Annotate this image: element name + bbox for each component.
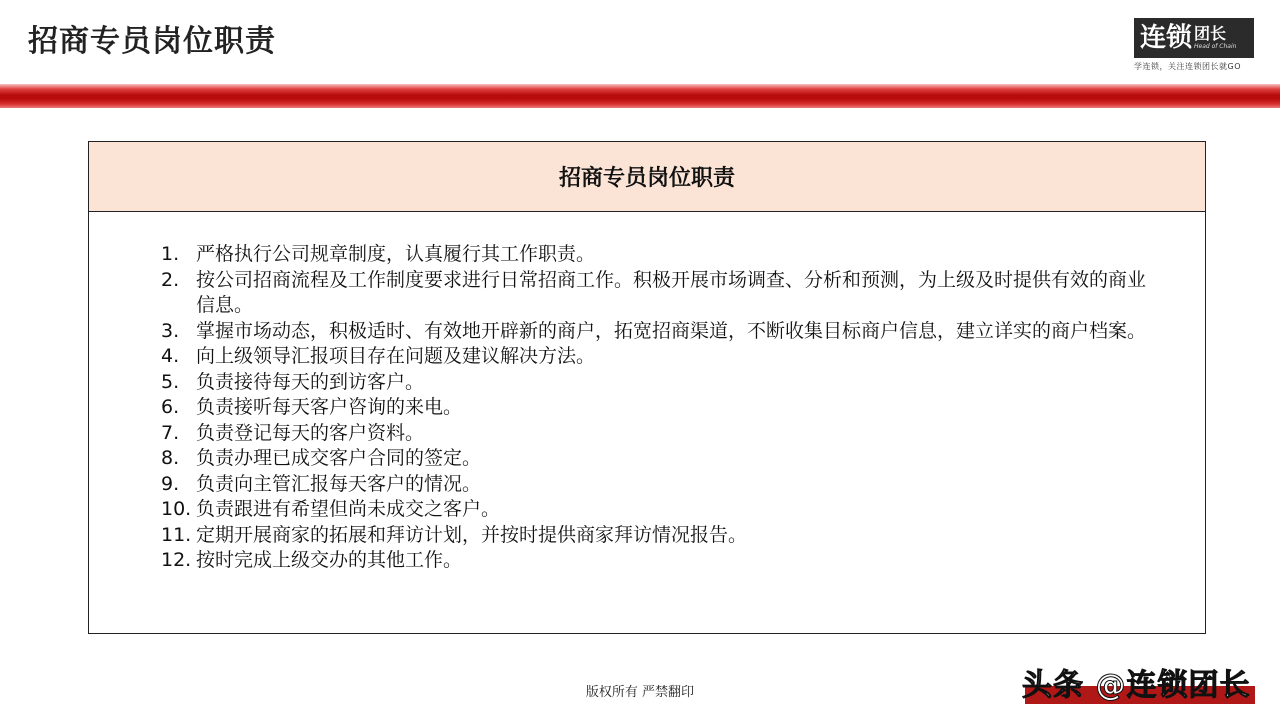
list-item: [161, 421, 1161, 447]
list-item-text: 负责登记每天的客户资料。: [196, 421, 425, 444]
list-item-number: 8.: [161, 447, 180, 469]
list-item-number: 5.: [161, 370, 180, 393]
list-item: [161, 497, 1161, 523]
list-item: [161, 268, 1161, 319]
list-item-text: 负责跟进有希望但尚未成交之客户。: [196, 498, 501, 520]
duties-card: [88, 141, 1206, 634]
list-item-number: 12.: [161, 549, 192, 571]
list-item-number: 3.: [161, 319, 180, 342]
list-item-text: 按公司招商流程及工作制度要求进行日常招商工作。积极开展市场调查、分析和预测，为上级及时提供有效的商业信息。: [196, 268, 1147, 316]
list-item-text: 负责接待每天的到访客户。: [196, 370, 425, 393]
list-item-number: 10.: [161, 498, 192, 520]
list-item-text: 严格执行公司规章制度，认真履行其工作职责。: [196, 243, 596, 265]
list-item-text: 负责办理已成交客户合同的签定。: [196, 447, 482, 469]
list-item: [161, 242, 1161, 268]
copyright-text: 版权所有 严禁翻印: [585, 685, 695, 700]
list-item: [161, 548, 1161, 574]
logo-subtitle: Head of Chain: [1194, 43, 1237, 50]
list-item: [161, 472, 1161, 498]
list-item-text: 负责向主管汇报每天客户的情况。: [196, 472, 482, 495]
list-item: [161, 370, 1161, 396]
list-item-number: 4.: [161, 345, 180, 367]
logo-main-text: 连锁: [1140, 23, 1193, 53]
watermark-text: 头条 @连锁团长: [1022, 668, 1251, 703]
list-item-text: 掌握市场动态，积极适时、有效地开辟新的商户，拓宽招商渠道，不断收集目标商户信息，建立详实的商户档案。: [196, 319, 1147, 342]
list-item: [161, 446, 1161, 472]
list-item-number: 6.: [161, 396, 180, 418]
list-item: [161, 319, 1161, 345]
list-item: [161, 395, 1161, 421]
page-title: 招商专员岗位职责: [28, 24, 276, 59]
list-item-text: 负责接听每天客户咨询的来电。: [196, 396, 463, 418]
list-item-number: 11.: [161, 523, 192, 546]
list-item-number: 7.: [161, 421, 180, 444]
list-item-number: 2.: [161, 268, 180, 291]
logo-side: [1194, 26, 1236, 50]
list-item-number: 9.: [161, 472, 180, 495]
list-item-text: 定期开展商家的拓展和拜访计划，并按时提供商家拜访情况报告。: [196, 523, 748, 546]
list-item: [161, 523, 1161, 549]
duties-list: [161, 242, 1161, 574]
header-red-band: [0, 84, 1280, 108]
logo-side-text: 团长: [1194, 24, 1227, 43]
list-item-number: 1.: [161, 243, 180, 265]
brand-logo: [1134, 18, 1254, 58]
list-item-text: 按时完成上级交办的其他工作。: [196, 549, 463, 571]
list-item: [161, 344, 1161, 370]
logo-slogan: 学连锁，关注连锁团长就GO: [1134, 62, 1241, 71]
card-title: 招商专员岗位职责: [89, 142, 1205, 212]
list-item-text: 向上级领导汇报项目存在问题及建议解决方法。: [196, 345, 596, 367]
